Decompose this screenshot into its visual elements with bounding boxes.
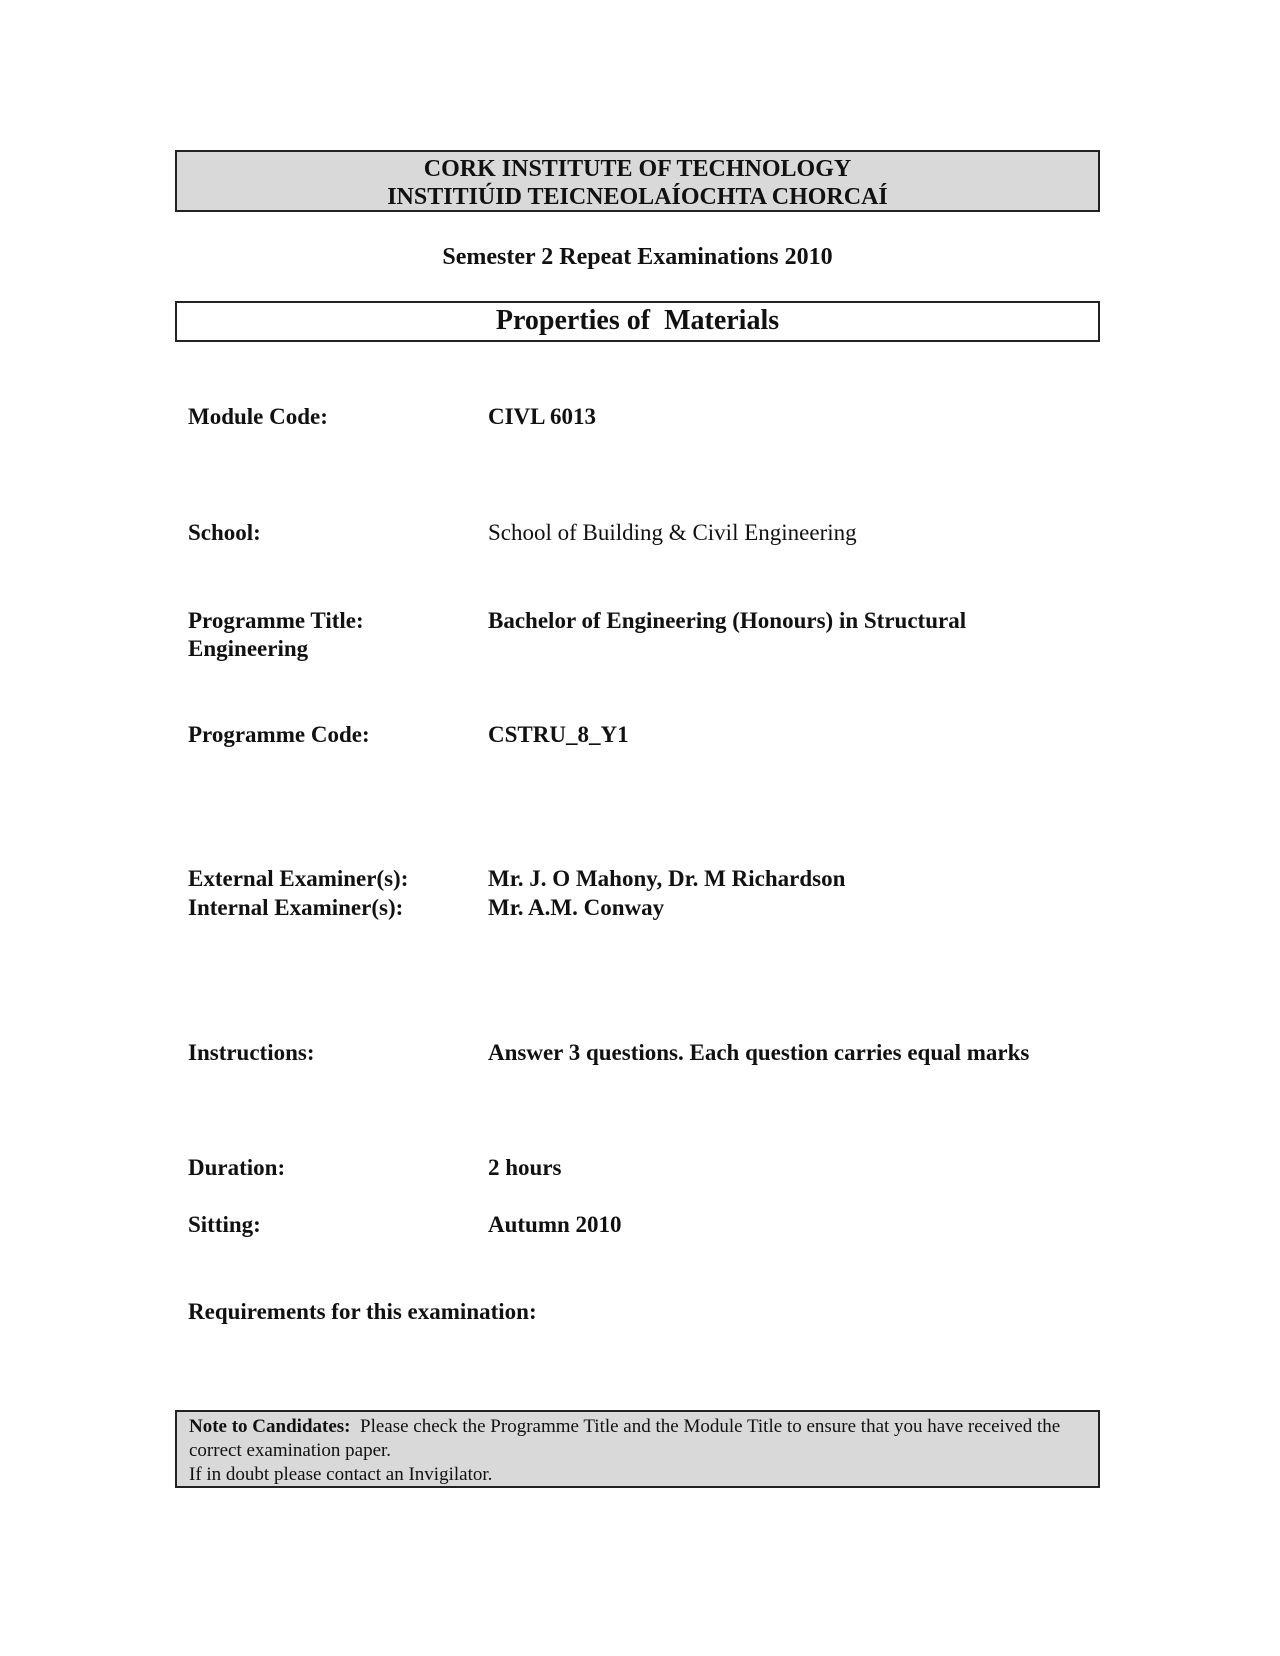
module-code-value: CIVL 6013 [488,404,596,429]
external-examiners-label: External Examiner(s): [188,866,409,891]
instructions-label: Instructions: [188,1040,315,1065]
duration-value: 2 hours [488,1155,562,1180]
note-heading: Note to Candidates: [189,1416,351,1437]
sitting-label: Sitting: [188,1212,261,1237]
programme-title-label: Programme Title: [188,608,364,633]
school-value: School of Building & Civil Engineering [488,520,857,545]
instructions-value: Answer 3 questions. Each question carries equal marks [488,1040,1030,1065]
duration-label: Duration: [188,1155,286,1180]
note-to-candidates [175,1410,1100,1488]
programme-title-value: Bachelor of Engineering (Honours) in Structural [488,608,967,633]
note-body [189,1415,1088,1463]
institute-header [175,150,1100,212]
semester-heading: Semester 2 Repeat Examinations 2010 [442,244,833,270]
institute-name-english: CORK INSTITUTE OF TECHNOLOGY [423,156,852,182]
sitting-value: Autumn 2010 [488,1212,622,1237]
requirements-label: Requirements for this examination: [188,1299,537,1324]
module-code-label: Module Code: [188,404,328,429]
programme-code-label: Programme Code: [188,722,370,747]
internal-examiners-label: Internal Examiner(s): [188,895,404,920]
module-title-box [175,301,1100,342]
programme-code-value: CSTRU_8_Y1 [488,722,629,747]
institute-name-irish: INSTITIÚID TEICNEOLAÍOCHTA CHORCAÍ [387,184,888,210]
module-title: Properties of Materials [495,305,780,336]
note-text: Please check the Programme Title and the Module Title to ensure that you have received the correct examination paper. [189,1416,1061,1461]
note-contact: If in doubt please contact an Invigilator. [189,1464,493,1485]
external-examiners-value: Mr. J. O Mahony, Dr. M Richardson [488,866,846,891]
school-label: School: [188,520,261,545]
programme-title-continuation: Engineering [188,636,309,661]
internal-examiners-value: Mr. A.M. Conway [488,895,665,920]
